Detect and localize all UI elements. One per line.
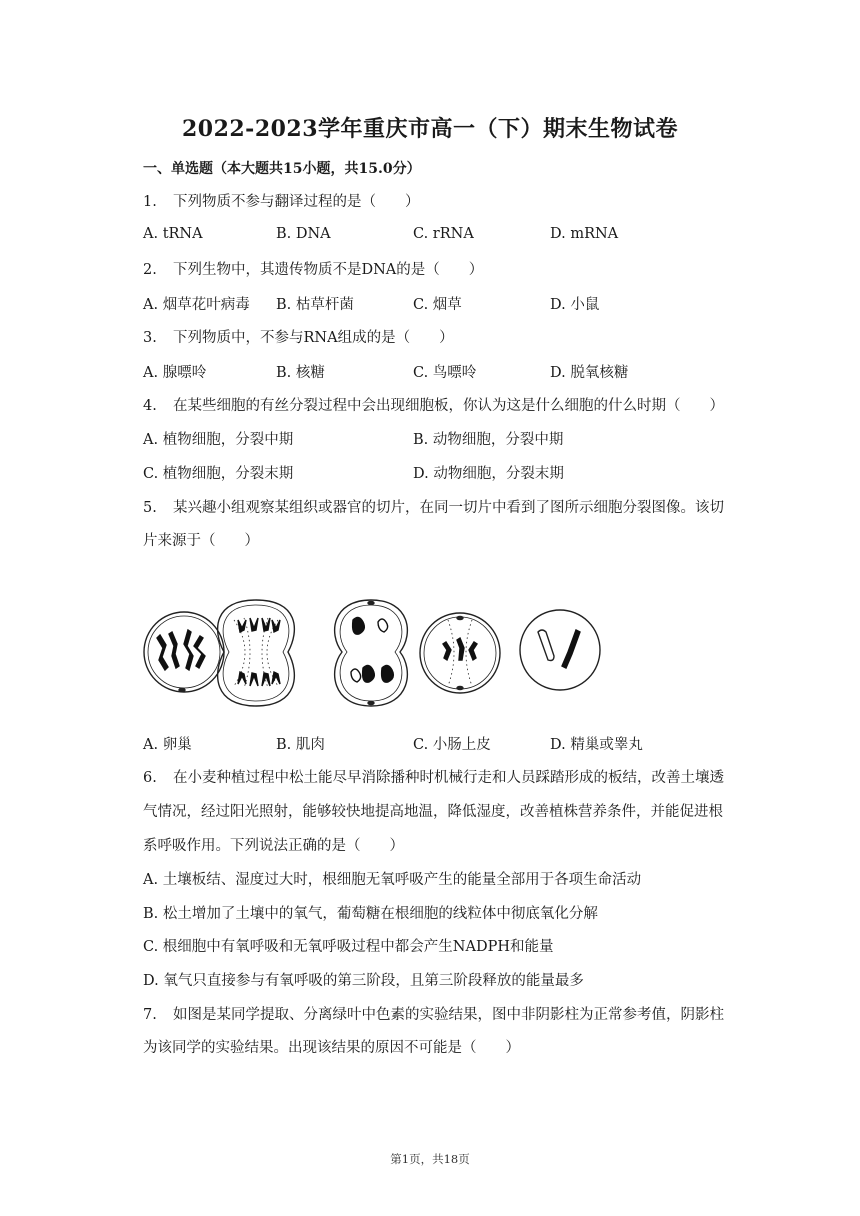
option-b: B. 动物细胞，分裂中期 (413, 432, 564, 448)
question-2 (143, 258, 483, 279)
section-heading: 一、单选题（本大题共15小题，共15.0分） (143, 161, 421, 177)
question-4-options-row-1 (143, 428, 763, 448)
option-a: A. 烟草花叶病毒 (143, 297, 250, 313)
option-d: D. 脱氧核糖 (550, 365, 629, 381)
option-c: C. rRNA (413, 226, 474, 242)
option-d: D. mRNA (550, 226, 619, 242)
question-1 (143, 190, 420, 211)
cell-metaphase-figure (144, 612, 224, 692)
option-c: C. 根细胞中有氧呼吸和无氧呼吸过程中都会产生NADPH和能量 (143, 939, 554, 955)
question-5-stem-continued: 片来源于（ ） (143, 533, 259, 549)
question-6 (143, 766, 724, 787)
question-number: 5. (143, 500, 157, 516)
question-7-stem-continued: 为该同学的实验结果。出现该结果的原因不可能是（ ） (143, 1040, 520, 1056)
page-footer: 第1页，共18页 (390, 1152, 470, 1166)
question-3-options (143, 361, 763, 381)
question-4 (143, 394, 724, 415)
option-c: C. 小肠上皮 (413, 737, 491, 753)
question-stem: 某兴趣小组观察某组织或器官的切片，在同一切片中看到了图所示细胞分裂图像。该切 (173, 500, 724, 516)
option-b: B. 核糖 (276, 365, 325, 381)
question-stem: 在小麦种植过程中松土能尽早消除播种时机械行走和人员踩踏形成的板结，改善土壤透 (173, 770, 724, 786)
question-number: 4. (143, 398, 157, 414)
option-b: B. 松土增加了土壤中的氧气，葡萄糖在根细胞的线粒体中彻底氧化分解 (143, 906, 598, 922)
question-2-options (143, 293, 763, 313)
question-6-stem-line-3: 系呼吸作用。下列说法正确的是（ ） (143, 838, 404, 854)
option-b: B. 枯草杆菌 (276, 297, 354, 313)
question-number: 3. (143, 330, 157, 346)
cell-telophase-figure (335, 600, 408, 706)
cell-anaphase-figure (218, 600, 295, 706)
question-7 (143, 1003, 724, 1024)
question-number: 2. (143, 262, 157, 278)
question-stem: 下列物质不参与翻译过程的是（ ） (173, 194, 420, 210)
question-1-options (143, 226, 763, 246)
question-stem: 在某些细胞的有丝分裂过程中会出现细胞板，你认为这是什么细胞的什么时期（ ） (173, 398, 724, 414)
question-number: 7. (143, 1007, 157, 1023)
question-4-options-row-2 (143, 462, 763, 482)
question-number: 1. (143, 194, 157, 210)
cell-interphase-figure (520, 610, 600, 690)
question-5 (143, 496, 724, 517)
option-a: A. 土壤板结、湿度过大时，根细胞无氧呼吸产生的能量全部用于各项生命活动 (143, 872, 642, 888)
option-d: D. 氧气只直接参与有氧呼吸的第三阶段，且第三阶段释放的能量最多 (143, 973, 584, 989)
option-a: A. 腺嘌呤 (143, 365, 207, 381)
cell-division-figure (138, 590, 608, 720)
option-d: D. 小鼠 (550, 297, 600, 313)
option-a: A. tRNA (143, 226, 203, 242)
option-c: C. 鸟嘌呤 (413, 365, 477, 381)
option-d: D. 精巢或睾丸 (550, 737, 643, 753)
option-c: C. 植物细胞，分裂末期 (143, 466, 294, 482)
option-a: A. 植物细胞，分裂中期 (143, 432, 294, 448)
option-a: A. 卵巢 (143, 737, 192, 753)
option-c: C. 烟草 (413, 297, 462, 313)
option-b: B. 肌肉 (276, 737, 325, 753)
question-stem: 下列物质中，不参与RNA组成的是（ ） (173, 330, 454, 346)
question-number: 6. (143, 770, 157, 786)
question-5-options (143, 733, 763, 753)
question-3 (143, 326, 454, 347)
question-6-stem-line-2: 气情况，经过阳光照射，能够较快地提高地温，降低湿度，改善植株营养条件，并能促进根 (143, 804, 723, 820)
page-title: 2022-2023学年重庆市高一（下）期末生物试卷 (181, 116, 679, 142)
cell-metaphase-2-figure (420, 613, 500, 693)
option-b: B. DNA (276, 226, 331, 242)
question-stem: 如图是某同学提取、分离绿叶中色素的实验结果，图中非阴影柱为正常参考值，阴影柱 (173, 1007, 724, 1023)
option-d: D. 动物细胞，分裂末期 (413, 466, 564, 482)
question-stem: 下列生物中，其遗传物质不是DNA的是（ ） (173, 262, 484, 278)
